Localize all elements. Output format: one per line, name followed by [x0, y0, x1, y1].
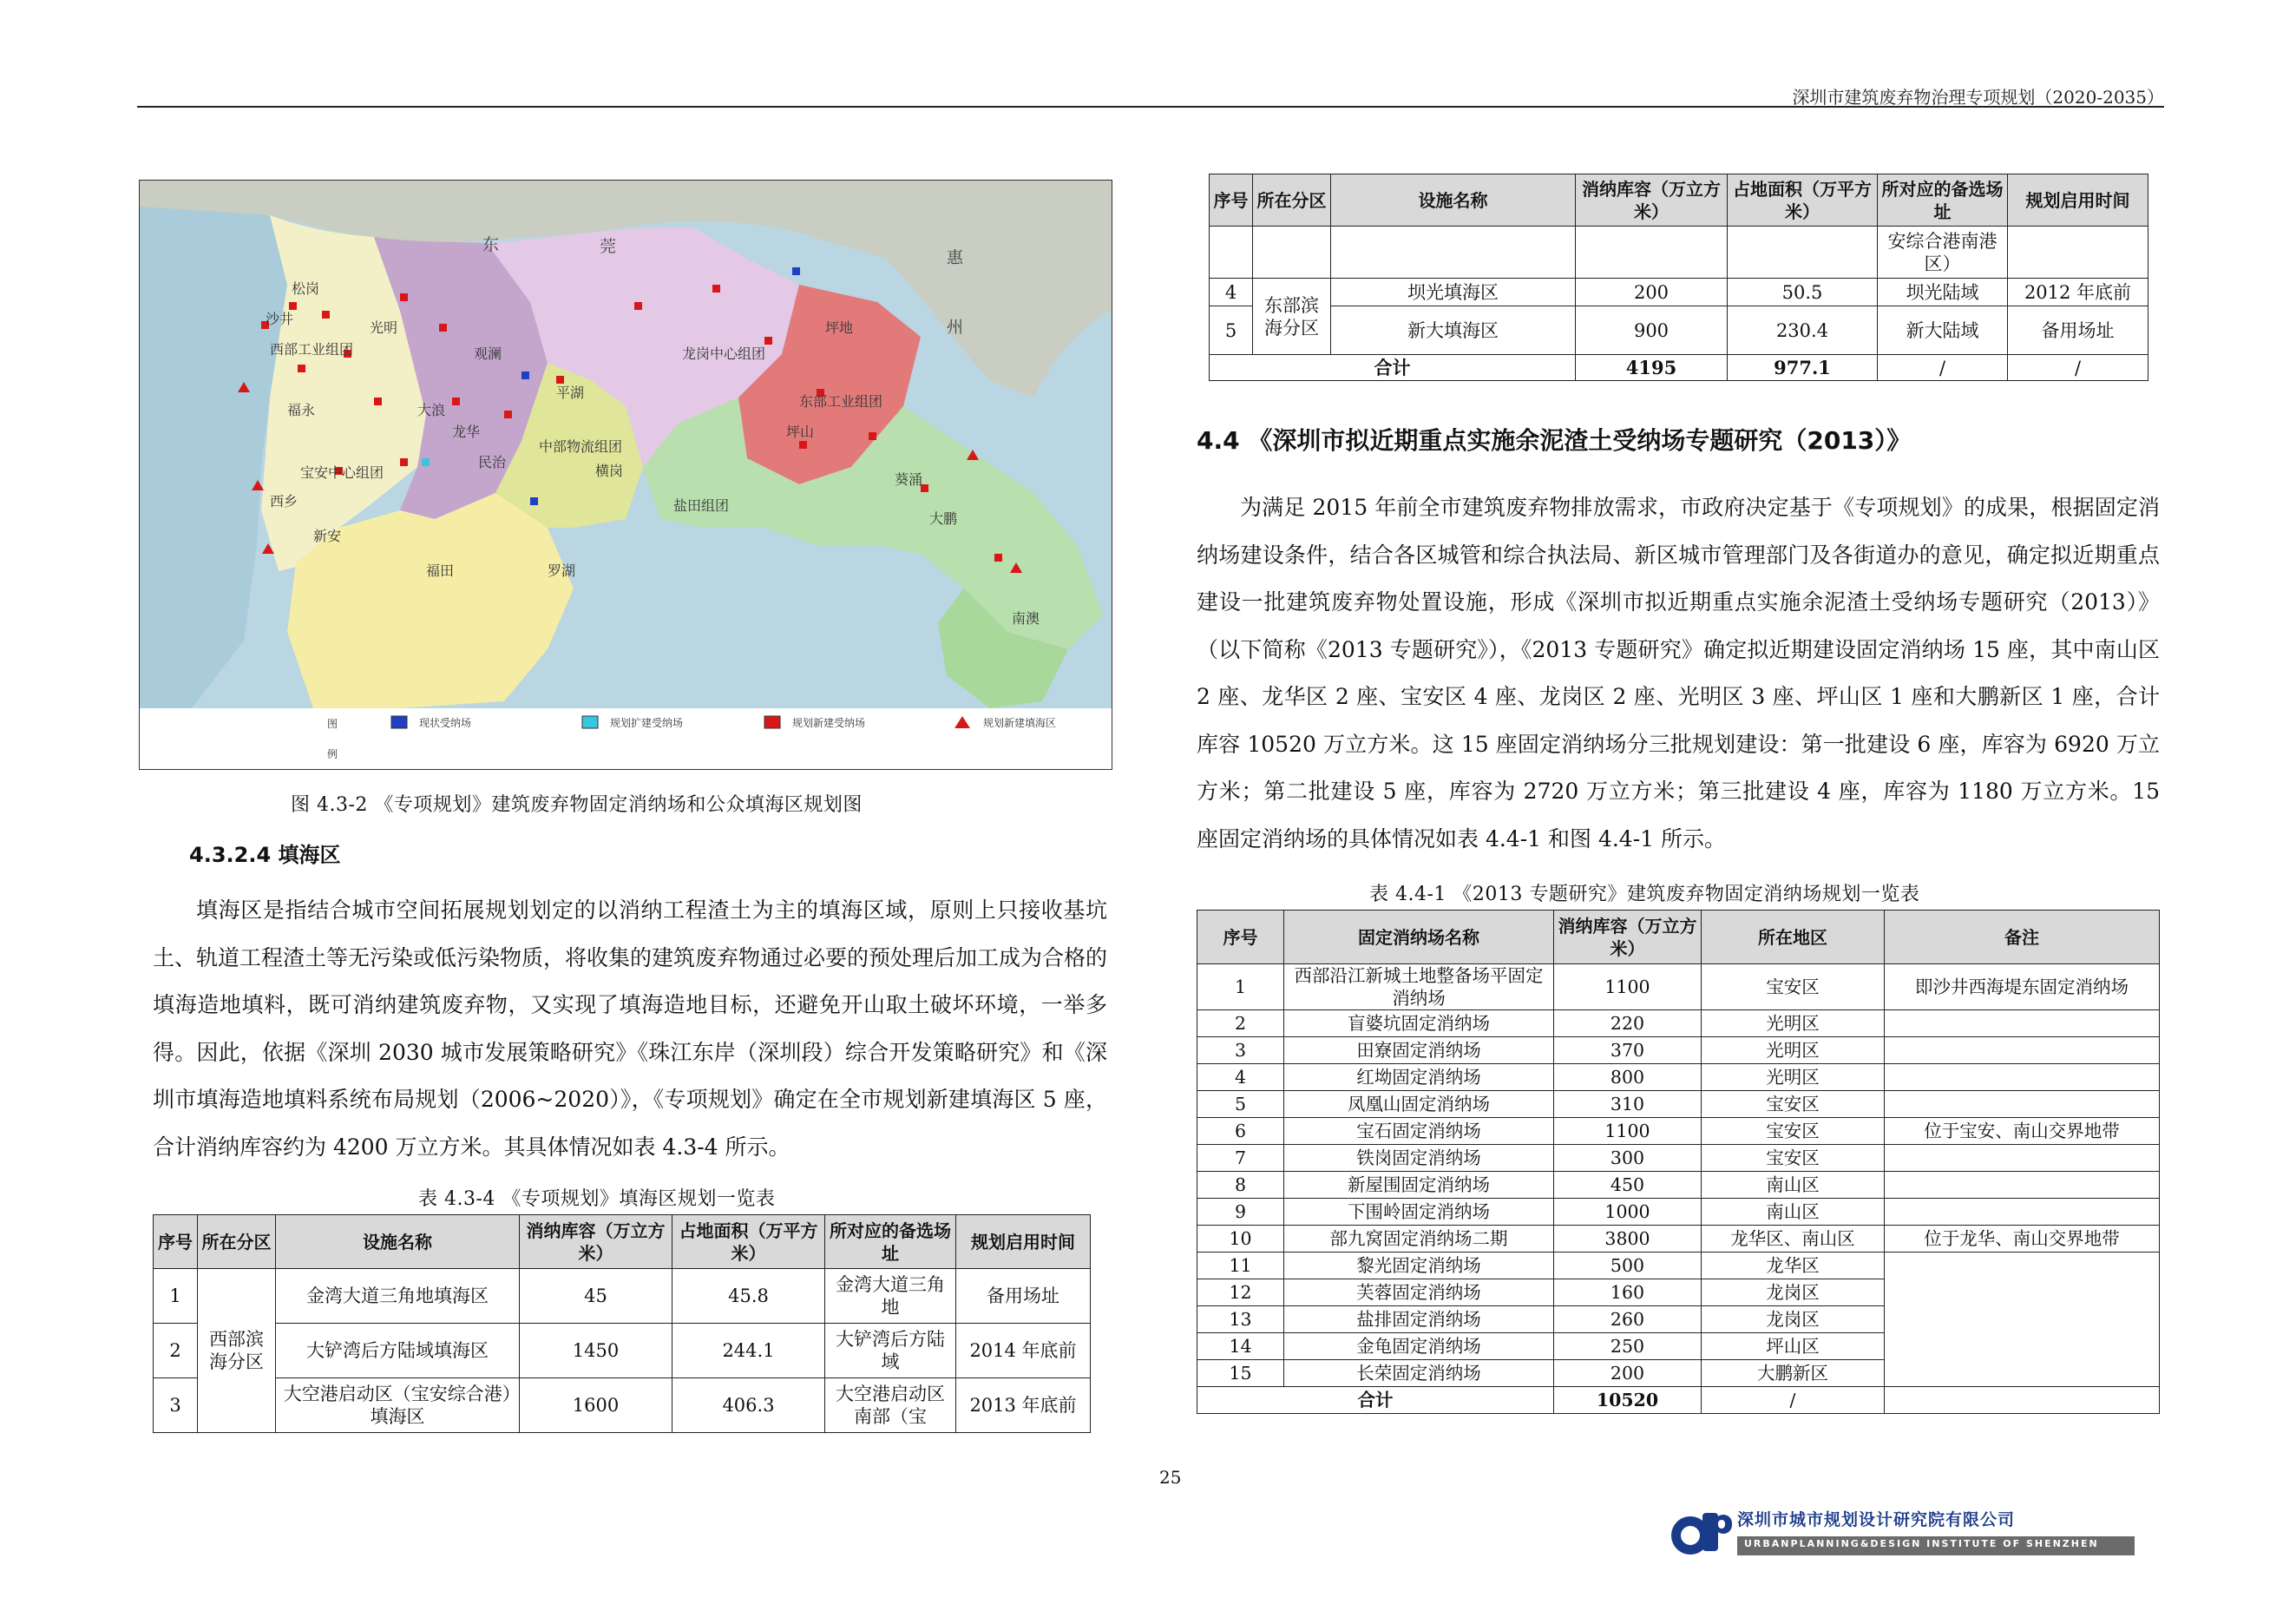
- cell-name: 红坳固定消纳场: [1284, 1064, 1554, 1091]
- cell-no: 5: [1197, 1091, 1284, 1118]
- cell-capacity: 370: [1554, 1037, 1702, 1064]
- cell-note: 位于宝安、南山交界地带: [1885, 1118, 2160, 1145]
- table-row: [1197, 1037, 2160, 1064]
- cell-capacity: 1450: [520, 1324, 672, 1378]
- cell-no: 13: [1197, 1306, 1284, 1333]
- cell-note: [1885, 1145, 2160, 1172]
- cell-district: 龙华区: [1702, 1253, 1885, 1279]
- cell-capacity: 220: [1554, 1010, 1702, 1037]
- landfill-marker: [556, 376, 564, 384]
- table-row: [1210, 279, 2148, 306]
- cell-no: 4: [1210, 279, 1253, 306]
- cell-no: 3: [1197, 1037, 1284, 1064]
- cell-capacity: 250: [1554, 1333, 1702, 1360]
- cell-name: 坝光填海区: [1331, 279, 1576, 306]
- map-label: 葵涌: [895, 471, 923, 488]
- landfill-marker: [452, 398, 460, 405]
- header-cell: 设施名称: [1331, 174, 1576, 227]
- cell-no: 6: [1197, 1118, 1284, 1145]
- cell-capacity: 200: [1554, 1360, 1702, 1387]
- map-label: 沙井: [266, 311, 294, 327]
- map-label: 惠: [947, 248, 964, 267]
- table-row: [1197, 1091, 2160, 1118]
- cell-note: [1885, 1010, 2160, 1037]
- cell-name: 大空港启动区（宝安综合港）填海区: [276, 1378, 520, 1433]
- landfill-marker: [994, 554, 1002, 562]
- cell-no: 11: [1197, 1253, 1284, 1279]
- map-label: 新安: [313, 528, 342, 544]
- map-label: 州: [947, 318, 964, 337]
- cell-time: 备用场址: [956, 1269, 1091, 1324]
- cell-capacity: 800: [1554, 1064, 1702, 1091]
- existing-landfill-marker: [530, 497, 538, 505]
- cell-name: 田寮固定消纳场: [1284, 1037, 1554, 1064]
- cell-area: 45.8: [672, 1269, 825, 1324]
- table-row: [1197, 1253, 2160, 1279]
- cell-district: 宝安区: [1702, 964, 1885, 1010]
- map-label: 西部工业组团: [270, 341, 354, 358]
- cell-area: 244.1: [672, 1324, 825, 1378]
- header-rule: [137, 106, 2164, 108]
- table-header-row: [154, 1215, 1091, 1269]
- cell-no: 4: [1197, 1064, 1284, 1091]
- header-cell: 所在分区: [198, 1215, 276, 1269]
- cell-site: 金湾大道三角地: [825, 1269, 956, 1324]
- cell-capacity: 200: [1576, 279, 1728, 306]
- header-cell: 消纳库容（万立方米）: [520, 1215, 672, 1269]
- cell-site: 坝光陆域: [1878, 279, 2008, 306]
- planning-map-figure: [139, 180, 1112, 770]
- header-cell: 所在分区: [1253, 174, 1331, 227]
- header-cell: 所对应的备选场址: [1878, 174, 2008, 227]
- map-label: 观澜: [474, 345, 502, 362]
- table-row: [1197, 1010, 2160, 1037]
- landfill-marker: [322, 311, 330, 319]
- landfill-marker: [374, 398, 382, 405]
- cell-district: 坪山区: [1702, 1333, 1885, 1360]
- map-label: 福永: [287, 402, 316, 418]
- cell-district: 龙华区、南山区: [1702, 1226, 1885, 1253]
- cell-capacity: 1000: [1554, 1199, 1702, 1226]
- landfill-table-body: [1197, 964, 2160, 1387]
- header-cell: 设施名称: [276, 1215, 520, 1269]
- map-label: 福田: [426, 562, 455, 579]
- map-label: 龙岗中心组团: [682, 345, 766, 362]
- cell-group: 西部滨海分区: [198, 1269, 276, 1433]
- cell-capacity: 3800: [1554, 1226, 1702, 1253]
- cell-name: 新大填海区: [1331, 306, 1576, 355]
- header-cell: 规划启用时间: [2008, 174, 2148, 227]
- header-cell: 备注: [1885, 911, 2160, 964]
- landfill-marker: [289, 302, 297, 310]
- cell-area: 50.5: [1728, 279, 1878, 306]
- cell-name: 盐排固定消纳场: [1284, 1306, 1554, 1333]
- cell-note: [1885, 1172, 2160, 1199]
- map-label: 盐田组团: [673, 497, 730, 514]
- header-cell: 消纳库容（万立方米）: [1554, 911, 1702, 964]
- legend-label: 规划扩建受纳场: [610, 717, 684, 729]
- cell-district: 光明区: [1702, 1010, 1885, 1037]
- cell-total-label: 合计: [1197, 1387, 1554, 1414]
- cell-district: 龙岗区: [1702, 1306, 1885, 1333]
- cell-site: 新大陆域: [1878, 306, 2008, 355]
- institute-name-cn: 深圳市城市规划设计研究院有限公司: [1737, 1510, 2016, 1529]
- cell-capacity: 300: [1554, 1145, 1702, 1172]
- cell-name: 宝石固定消纳场: [1284, 1118, 1554, 1145]
- map-label: 西乡: [270, 493, 298, 510]
- table-header-row: [1197, 911, 2160, 964]
- cell-total-capacity: 4195: [1576, 355, 1728, 381]
- cell-no: 2: [154, 1324, 198, 1378]
- legend-label: 现状受纳场: [419, 717, 472, 729]
- cell-name: 长荣固定消纳场: [1284, 1360, 1554, 1387]
- table-caption-434: 表 4.3-4 《专项规划》填海区规划一览表: [418, 1188, 776, 1210]
- table-caption-441: 表 4.4-1 《2013 专题研究》建筑废弃物固定消纳场规划一览表: [1369, 884, 1920, 905]
- cell-no: 15: [1197, 1360, 1284, 1387]
- landfill-marker: [504, 411, 512, 418]
- cell-note: [1885, 1199, 2160, 1226]
- cell-name: 金湾大道三角地填海区: [276, 1269, 520, 1324]
- cell-area: 406.3: [672, 1378, 825, 1433]
- cell-note: [1885, 1091, 2160, 1118]
- cell-capacity: 500: [1554, 1253, 1702, 1279]
- cell-time: 备用场址: [2008, 306, 2148, 355]
- cell-name: 凤凰山固定消纳场: [1284, 1091, 1554, 1118]
- cell-total-capacity: 10520: [1554, 1387, 1702, 1414]
- cell-no: 14: [1197, 1333, 1284, 1360]
- cell-name: 新屋围固定消纳场: [1284, 1172, 1554, 1199]
- legend-label: 规划新建填海区: [983, 717, 1057, 729]
- header-cell: 固定消纳场名称: [1284, 911, 1554, 964]
- cell-name: 盲婆坑固定消纳场: [1284, 1010, 1554, 1037]
- cell-district: 大鹏新区: [1702, 1360, 1885, 1387]
- map-label: 松岗: [292, 280, 320, 297]
- cell-district: 宝安区: [1702, 1091, 1885, 1118]
- table-row: [1197, 1145, 2160, 1172]
- cell-name: 西部沿江新城土地整备场平固定消纳场: [1284, 964, 1554, 1010]
- landfill-marker: [298, 365, 305, 372]
- map-label: 大鹏: [929, 510, 958, 527]
- landfill-marker: [764, 337, 772, 345]
- map-label: 平湖: [556, 385, 585, 401]
- cell-capacity: 1600: [520, 1378, 672, 1433]
- cell-name: 芙蓉固定消纳场: [1284, 1279, 1554, 1306]
- header-cell: 所对应的备选场址: [825, 1215, 956, 1269]
- figure-caption: 图 4.3-2 《专项规划》建筑废弃物固定消纳场和公众填海区规划图: [291, 794, 863, 816]
- table-row: [1197, 1064, 2160, 1091]
- cell-no: 12: [1197, 1279, 1284, 1306]
- cell-no: 7: [1197, 1145, 1284, 1172]
- landfill-marker: [799, 441, 807, 449]
- legend-title: 例: [327, 748, 338, 760]
- cell-no: 10: [1197, 1226, 1284, 1253]
- cell-capacity: 1100: [1554, 1118, 1702, 1145]
- cell-total-site: /: [1878, 355, 2008, 381]
- cell-name: 铁岗固定消纳场: [1284, 1145, 1554, 1172]
- legend-title: 图: [327, 718, 338, 730]
- table-row: [1197, 1118, 2160, 1145]
- cell-name: 部九窝固定消纳场二期: [1284, 1226, 1554, 1253]
- table-total-row: [1210, 355, 2148, 381]
- table-row: [1197, 1226, 2160, 1253]
- cell-capacity: 310: [1554, 1091, 1702, 1118]
- page-number: 25: [1159, 1467, 1182, 1488]
- section-paragraph-4324: 填海区是指结合城市空间拓展规划划定的以消纳工程渣土为主的填海区域，原则上只接收基坑土、轨道工程渣土等无污染或低污染物质，将收集的建筑废弃物通过必要的预处理后加工成为合格的填海造地填料，既可消纳建筑废弃物，又实现了填海造地目标，还避免开山取土破坏环境，一举多得。因此，依据《深圳 2030 城市发展策略研究》《珠江东岸（深圳段）综合开发策略研究》和《深圳市填海造地填料系统布局规划（2006~2020）》，《专项规划》确定在全市规划新建填海区 5 座，合计消纳库容约为 4200 万立方米。其具体情况如表 4.3-4 所示。: [153, 897, 1108, 1160]
- map-label: 东部工业组团: [799, 393, 883, 410]
- cell-note: 即沙井西海堤东固定消纳场: [1885, 964, 2160, 1010]
- table-row: [1197, 1199, 2160, 1226]
- cell-time: 2013 年底前: [956, 1378, 1091, 1433]
- landfill-marker: [634, 302, 642, 310]
- cell-total-label: 合计: [1210, 355, 1576, 381]
- cell-name: 大铲湾后方陆域填海区: [276, 1324, 520, 1378]
- header-cell: 消纳库容（万立方米）: [1576, 174, 1728, 227]
- table-row: [1210, 227, 2148, 279]
- cell-note: [1885, 1253, 2160, 1387]
- table-total-row: [1197, 1387, 2160, 1414]
- cell-no: 3: [154, 1378, 198, 1433]
- institute-name-en: URBANPLANNING&DESIGN INSTITUTE OF SHENZHEN: [1744, 1538, 2099, 1549]
- header-cell: 规划启用时间: [956, 1215, 1091, 1269]
- cell-site: 大空港启动区南部（宝: [825, 1378, 956, 1433]
- map-label: 东: [482, 235, 500, 254]
- cell-area: 230.4: [1728, 306, 1878, 355]
- header-cell: 序号: [154, 1215, 198, 1269]
- table-row: [154, 1378, 1091, 1433]
- map-label: 莞: [600, 237, 617, 256]
- landfill-marker: [869, 432, 876, 440]
- landfill-marker: [439, 324, 447, 332]
- map-label: 中部物流组团: [539, 438, 623, 455]
- legend-label: 规划新建受纳场: [792, 717, 866, 729]
- existing-landfill-marker: [792, 267, 800, 275]
- map-label: 南澳: [1012, 610, 1040, 627]
- cell-capacity: 900: [1576, 306, 1728, 355]
- cell-site: 安综合港南港区）: [1878, 227, 2008, 279]
- legend-swatch-existing: [391, 716, 407, 728]
- cell-note: [1885, 1037, 2160, 1064]
- map-label: 民治: [478, 454, 507, 470]
- map-label: 大浪: [417, 402, 446, 418]
- cell-total-district: /: [1702, 1387, 1885, 1414]
- cell-no: 5: [1210, 306, 1253, 355]
- cell-no: 1: [1197, 964, 1284, 1010]
- map-label: 横岗: [595, 463, 624, 479]
- cell-name: 下围岭固定消纳场: [1284, 1199, 1554, 1226]
- cell-name: 金龟固定消纳场: [1284, 1333, 1554, 1360]
- table-row: [1197, 964, 2160, 1010]
- cell-total-time: /: [2008, 355, 2148, 381]
- map-label: 罗湖: [548, 562, 576, 579]
- cell-capacity: 160: [1554, 1279, 1702, 1306]
- map-label: 坪山: [786, 424, 815, 440]
- cell-time: 2014 年底前: [956, 1324, 1091, 1378]
- table-row: [154, 1269, 1091, 1324]
- cell-district: 光明区: [1702, 1064, 1885, 1091]
- cell-district: 龙岗区: [1702, 1279, 1885, 1306]
- cell-no: 1: [154, 1269, 198, 1324]
- section-heading-44: 4.4 《深圳市拟近期重点实施余泥渣土受纳场专题研究（2013）》: [1197, 426, 1912, 455]
- existing-landfill-marker: [522, 371, 529, 379]
- reclamation-table-continued: [1209, 174, 2148, 381]
- cell-capacity: 260: [1554, 1306, 1702, 1333]
- legend-swatch-expansion: [582, 716, 598, 728]
- running-header: 深圳市建筑废弃物治理专项规划（2020-2035）: [1792, 87, 2164, 108]
- cell-district: 南山区: [1702, 1199, 1885, 1226]
- cell-capacity: 450: [1554, 1172, 1702, 1199]
- landfill-marker: [400, 458, 408, 466]
- header-cell: 所在地区: [1702, 911, 1885, 964]
- header-cell: 序号: [1210, 174, 1253, 227]
- map-label: 龙华: [452, 424, 481, 440]
- cell-capacity: 45: [520, 1269, 672, 1324]
- table-row: [154, 1324, 1091, 1378]
- cell-district: 宝安区: [1702, 1118, 1885, 1145]
- header-cell: 序号: [1197, 911, 1284, 964]
- header-cell: 占地面积（万平方米）: [1728, 174, 1878, 227]
- map-label: 坪地: [825, 319, 854, 336]
- cell-name: 黎光固定消纳场: [1284, 1253, 1554, 1279]
- section-heading-4324: 4.3.2.4 填海区: [189, 843, 341, 867]
- landfill-marker: [712, 285, 720, 293]
- cell-time: 2012 年底前: [2008, 279, 2148, 306]
- cell-district: 南山区: [1702, 1172, 1885, 1199]
- map-label: 光明: [370, 319, 398, 336]
- table-row: [1210, 306, 2148, 355]
- landfill-marker: [400, 293, 408, 301]
- header-cell: 占地面积（万平方米）: [672, 1215, 825, 1269]
- cell-no: 9: [1197, 1199, 1284, 1226]
- cell-total-area: 977.1: [1728, 355, 1878, 381]
- cell-district: 光明区: [1702, 1037, 1885, 1064]
- table-header-row: [1210, 174, 2148, 227]
- map-label: 宝安中心组团: [300, 464, 384, 481]
- reclamation-table: [153, 1214, 1091, 1433]
- table-row: [1197, 1172, 2160, 1199]
- landfill-table: [1197, 910, 2160, 1414]
- legend-swatch-new: [764, 716, 780, 728]
- expansion-landfill-marker: [422, 458, 430, 466]
- section-paragraph-44: 为满足 2015 年前全市建筑废弃物排放需求，市政府决定基于《专项规划》的成果，根据固定消纳场建设条件，结合各区城管和综合执法局、新区城市管理部门及各街道办的意见，确定拟近期重点建设一批建筑废弃物处置设施，形成《深圳市拟近期重点实施余泥渣土受纳场专题研究（2013）》（以下简称《2013 专题研究》），《2013 专题研究》确定拟近期建设固定消纳场 15 座，其中南山区 2 座、龙华区 2 座、宝安区 4 座、龙岗区 2 座、光明区 3 座、坪山区 1 座和大鹏新区 1 座，合计库容 10520 万立方米。这 15 座固定消纳场分三批规划建设：第一批建设 6 座，库容为 6920 万立方米；第二批建设 5 座，库容为 2720 万立方米；第三批建设 4 座，库容为 1180 万立方米。15 座固定消纳场的具体情况如表 4.4-1 和图 4.4-1 所示。: [1197, 495, 2160, 851]
- cell-district: 宝安区: [1702, 1145, 1885, 1172]
- cell-no: 2: [1197, 1010, 1284, 1037]
- planning-map: [140, 181, 1112, 769]
- cell-group: 东部滨海分区: [1253, 279, 1331, 355]
- cell-site: 大铲湾后方陆域: [825, 1324, 956, 1378]
- cell-note: [1885, 1064, 2160, 1091]
- cell-no: 8: [1197, 1172, 1284, 1199]
- cell-capacity: 1100: [1554, 964, 1702, 1010]
- cell-note: 位于龙华、南山交界地带: [1885, 1226, 2160, 1253]
